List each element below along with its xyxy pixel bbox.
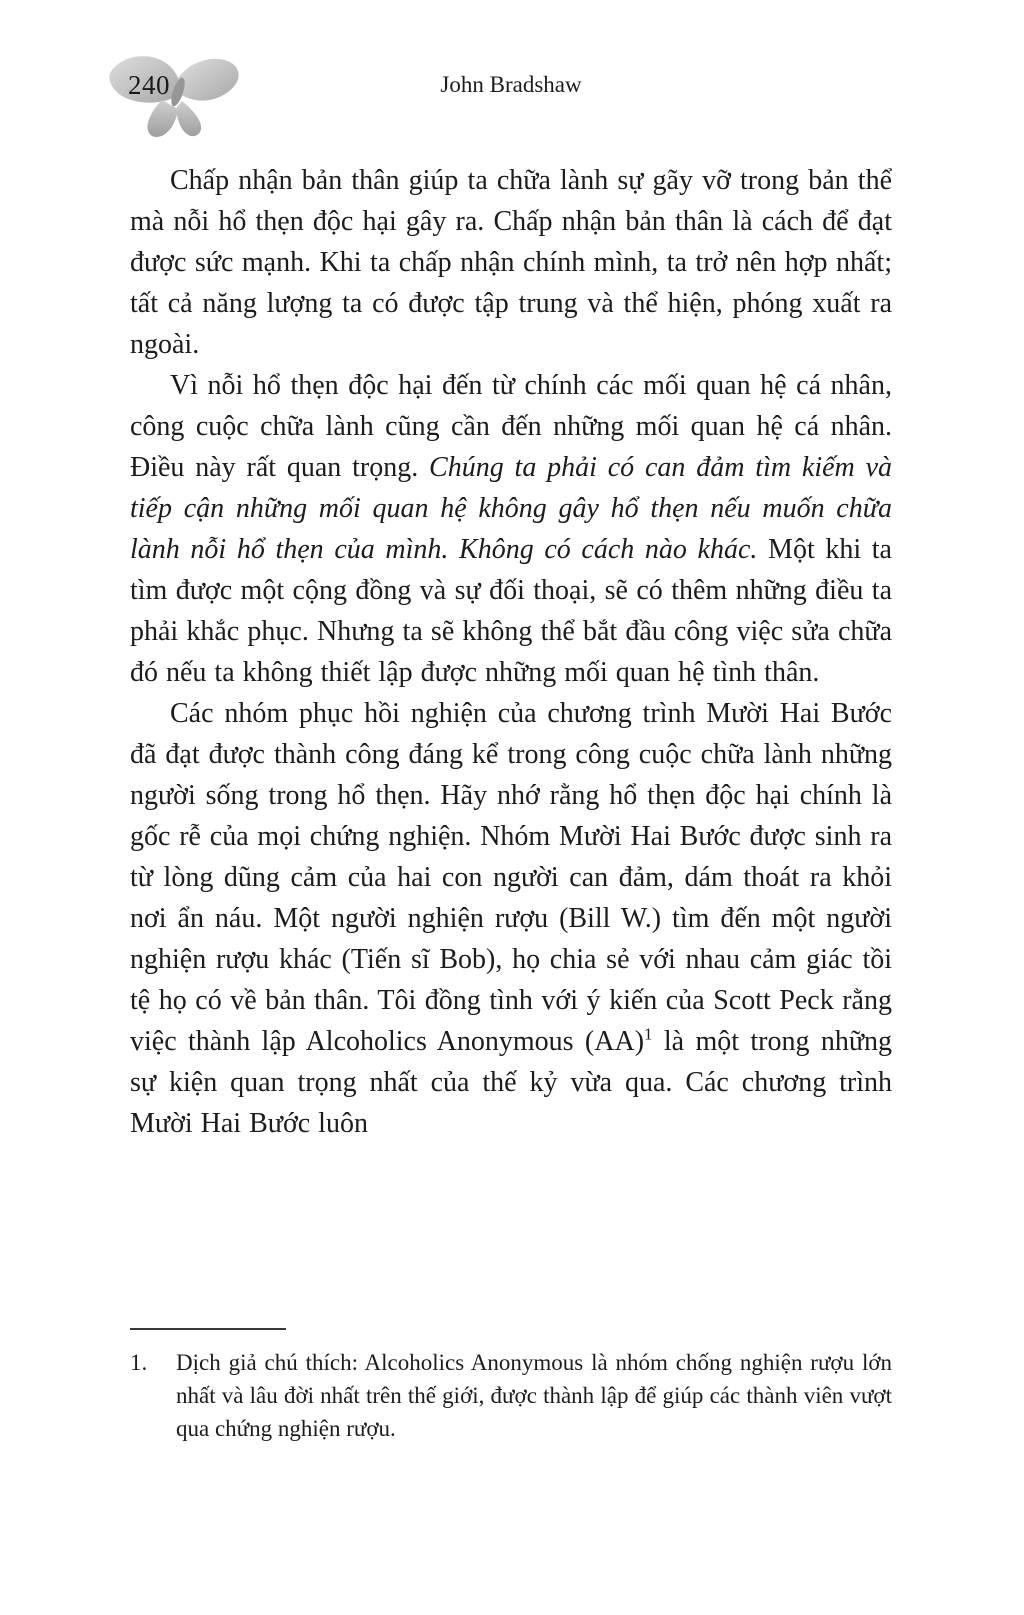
paragraph-text: Một khi ta tìm được một cộng đồng và sự đối thoại, sẽ có thêm những điều ta phải khắc phục. Nhưng ta sẽ không thể bắt đầu công việc sửa chữa đó nếu ta không thiết lập được những mối quan hệ tình thân.	[130, 534, 892, 688]
paragraph-italic-text: Chúng ta phải có can đảm tìm kiếm và tiếp cận những mối quan hệ không gây hổ thẹn nếu muốn chữa lành nỗi hổ thẹn của mình. Không có cách nào khác.	[130, 452, 893, 565]
footnote-text: Dịch giả chú thích: Alcoholics Anonymous là nhóm chống nghiện rượu lớn nhất và lâu đời nhất trên thế giới, được thành lập để giúp các thành viên vượt qua chứng nghiện rượu.	[176, 1350, 892, 1441]
footnote-reference: 1	[644, 1024, 653, 1044]
footnote-separator	[130, 1328, 286, 1330]
paragraph-text: Vì nỗi hổ thẹn độc hại đến từ chính các mối quan hệ cá nhân, công cuộc chữa lành cũng cần đến những mối quan hệ cá nhân. Điều này rất quan trọng.	[130, 370, 892, 483]
paragraph-text: Chấp nhận bản thân giúp ta chữa lành sự gãy vỡ trong bản thể mà nỗi hổ thẹn độc hại gây ra. Chấp nhận bản thân là cách để đạt được sức mạnh. Khi ta chấp nhận chính mình, ta trở nên hợp nhất; tất cả năng lượng ta có được tập trung và thể hiện, phóng xuất ra ngoài.	[130, 165, 892, 360]
paragraph	[130, 365, 892, 693]
paragraph-text: là một trong những sự kiện quan trọng nhất của thế kỷ vừa qua. Các chương trình Mười Hai Bước luôn	[130, 1026, 892, 1139]
footnote	[130, 1346, 892, 1445]
body-text	[130, 160, 892, 1144]
page-number: 240	[128, 70, 170, 100]
paragraph	[130, 160, 892, 365]
running-header: John Bradshaw	[440, 72, 582, 97]
footnote-marker: 1.	[130, 1350, 148, 1375]
paragraph	[130, 693, 892, 1144]
paragraph-text: Các nhóm phục hồi nghiện của chương trình Mười Hai Bước đã đạt được thành công đáng kể trong công cuộc chữa lành những người sống trong hổ thẹn. Hãy nhớ rằng hổ thẹn độc hại chính là gốc rễ của mọi chứng nghiện. Nhóm Mười Hai Bước được sinh ra từ lòng dũng cảm của hai con người can đảm, dám thoát ra khỏi nơi ẩn náu. Một người nghiện rượu (Bill W.) tìm đến một người nghiện rượu khác (Tiến sĩ Bob), họ chia sẻ với nhau cảm giác tồi tệ họ có về bản thân. Tôi đồng tình với ý kiến của Scott Peck rằng việc thành lập Alcoholics Anonymous (AA)	[130, 698, 892, 1057]
footnote-area	[130, 1328, 892, 1445]
